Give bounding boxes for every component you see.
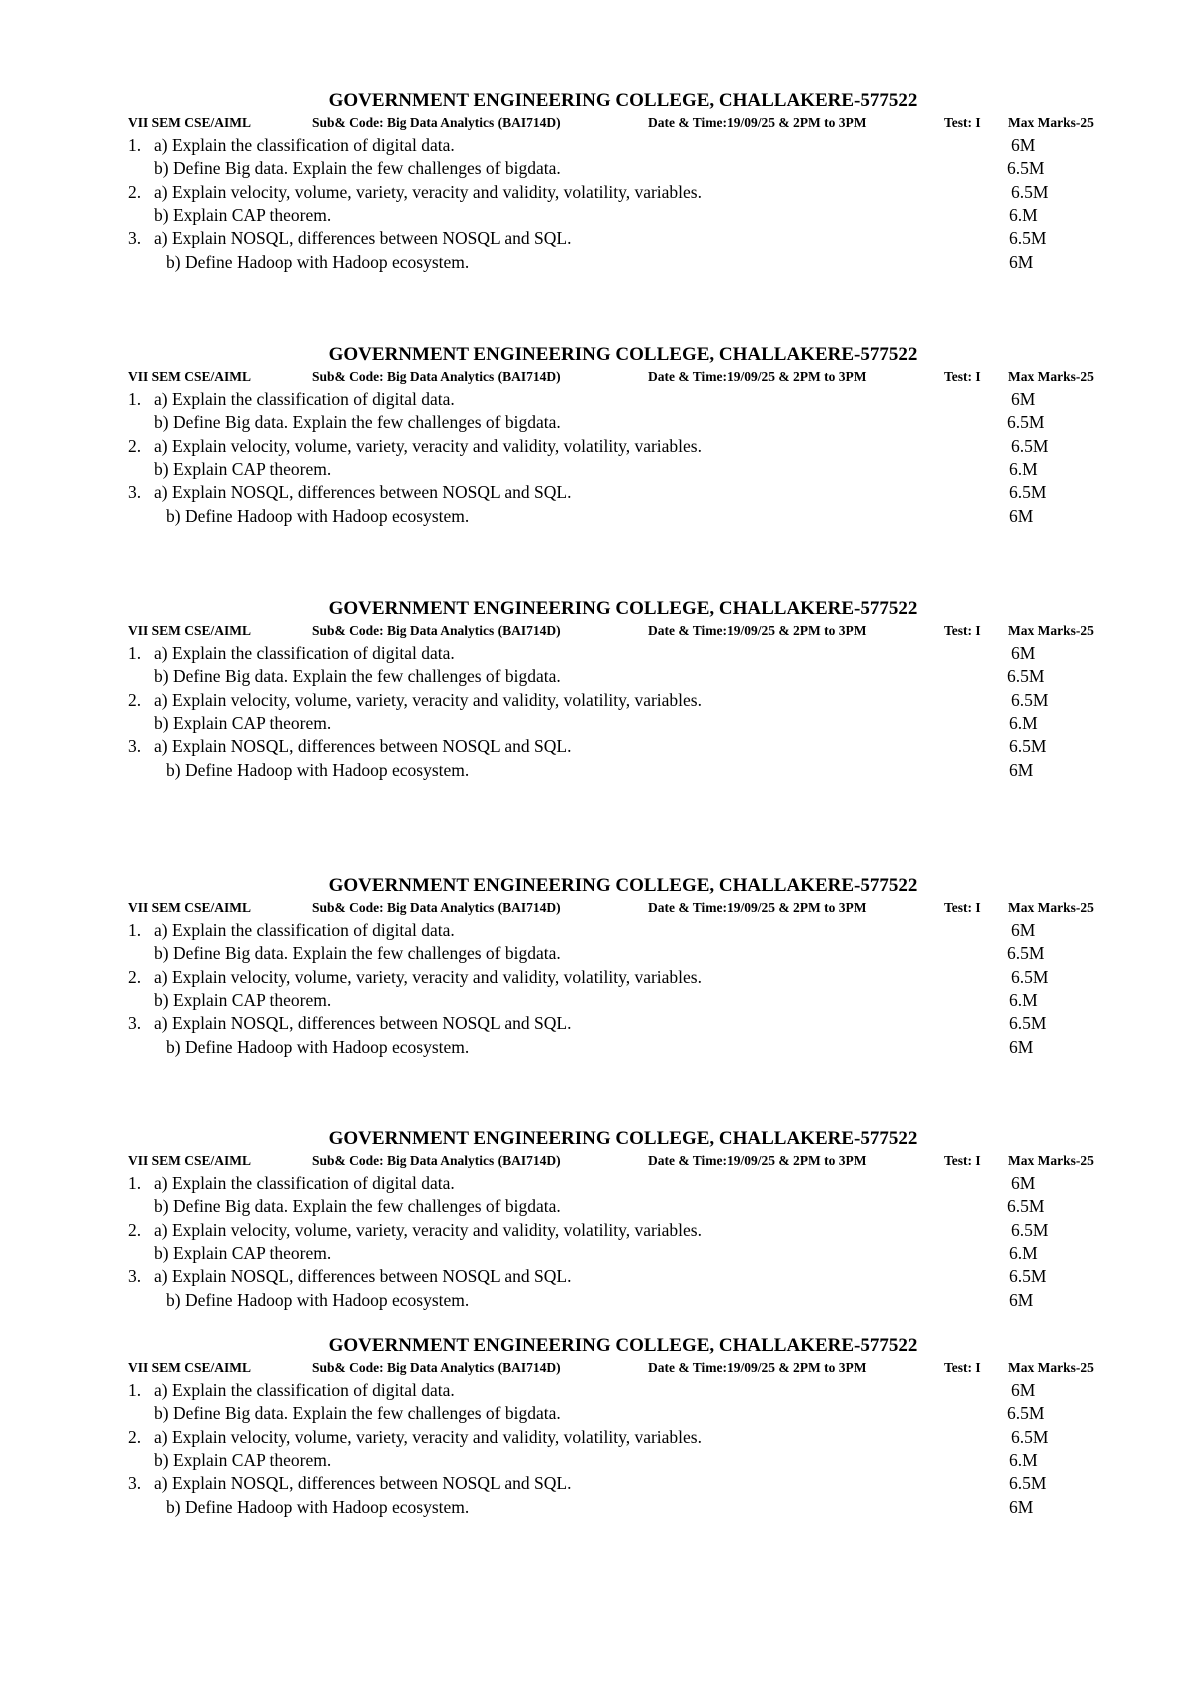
- question-text: b) Define Big data. Explain the few challenges of bigdata.: [154, 666, 561, 687]
- semester-label: VII SEM CSE/AIML: [128, 623, 252, 638]
- question-marks: 6.5M: [1007, 1196, 1045, 1217]
- question-text: a) Explain NOSQL, differences between NOSQL and SQL.: [154, 1473, 572, 1494]
- question-row: [128, 1242, 1118, 1265]
- max-marks-label: Max Marks-25: [1008, 369, 1094, 384]
- question-marks: 6.M: [1009, 989, 1038, 1010]
- paper-meta-row: [128, 113, 1118, 133]
- question-number: 1.: [128, 920, 142, 940]
- question-text: a) Explain NOSQL, differences between NOSQL and SQL.: [154, 736, 572, 757]
- question-marks: 6.5M: [1007, 943, 1045, 964]
- question-text: a) Explain the classification of digital data.: [154, 920, 455, 940]
- question-row: [128, 227, 1118, 250]
- question-marks: 6.5M: [1009, 228, 1047, 249]
- question-row: [128, 435, 1118, 458]
- question-marks: 6.M: [1009, 712, 1038, 733]
- question-text: a) Explain velocity, volume, variety, veracity and validity, volatility, variables.: [154, 966, 702, 987]
- subject-code-label: Sub& Code: Big Data Analytics (BAI714D): [312, 900, 561, 915]
- subject-code-label: Sub& Code: Big Data Analytics (BAI714D): [312, 623, 561, 638]
- date-time-label: Date & Time:19/09/25 & 2PM to 3PM: [648, 1360, 867, 1375]
- question-row: [128, 989, 1118, 1012]
- question-row: [128, 134, 1118, 157]
- question-row: [128, 1449, 1118, 1472]
- question-number: 3.: [128, 1266, 142, 1287]
- question-marks: 6M: [1009, 759, 1034, 780]
- question-marks: 6M: [1011, 643, 1036, 663]
- max-marks-label: Max Marks-25: [1008, 900, 1094, 915]
- question-row: [128, 1402, 1118, 1425]
- date-time-label: Date & Time:19/09/25 & 2PM to 3PM: [648, 115, 867, 130]
- question-marks: 6M: [1009, 1496, 1034, 1517]
- question-row: [128, 1265, 1118, 1288]
- semester-label: VII SEM CSE/AIML: [128, 115, 252, 130]
- question-text: b) Define Hadoop with Hadoop ecosystem.: [166, 1289, 470, 1310]
- question-row: [128, 1195, 1118, 1218]
- question-row: [128, 181, 1118, 204]
- question-marks: 6M: [1011, 389, 1036, 409]
- question-row: [128, 1426, 1118, 1449]
- test-label: Test: I: [944, 1360, 981, 1375]
- question-text: b) Define Big data. Explain the few challenges of bigdata.: [154, 1403, 561, 1424]
- question-text: a) Explain NOSQL, differences between NOSQL and SQL.: [154, 1266, 572, 1287]
- college-title: GOVERNMENT ENGINEERING COLLEGE, CHALLAKERE-577522: [328, 875, 918, 896]
- question-marks: 6.5M: [1011, 689, 1049, 710]
- question-row: [128, 919, 1118, 942]
- max-marks-label: Max Marks-25: [1008, 115, 1094, 130]
- question-text: a) Explain velocity, volume, variety, veracity and validity, volatility, variables.: [154, 1219, 702, 1240]
- question-marks: 6.5M: [1009, 736, 1047, 757]
- question-row: [128, 204, 1118, 227]
- question-row: [128, 458, 1118, 481]
- max-marks-label: Max Marks-25: [1008, 1360, 1094, 1375]
- question-text: b) Define Hadoop with Hadoop ecosystem.: [166, 505, 470, 526]
- max-marks-label: Max Marks-25: [1008, 623, 1094, 638]
- test-label: Test: I: [944, 623, 981, 638]
- question-row: [128, 665, 1118, 688]
- college-title: GOVERNMENT ENGINEERING COLLEGE, CHALLAKERE-577522: [328, 598, 918, 619]
- question-row: [128, 1012, 1118, 1035]
- question-row: [128, 157, 1118, 180]
- question-text: b) Explain CAP theorem.: [154, 1242, 332, 1263]
- question-text: a) Explain the classification of digital data.: [154, 389, 455, 409]
- question-number: 1.: [128, 1380, 142, 1400]
- paper-meta-row: [128, 1358, 1118, 1378]
- question-marks: 6M: [1009, 505, 1034, 526]
- question-number: 2.: [128, 1426, 142, 1447]
- question-row: [128, 1219, 1118, 1242]
- question-marks: 6M: [1011, 920, 1036, 940]
- question-row: [128, 1496, 1118, 1519]
- question-marks: 6.5M: [1011, 966, 1049, 987]
- question-text: a) Explain velocity, volume, variety, veracity and validity, volatility, variables.: [154, 435, 702, 456]
- question-row: [128, 505, 1118, 528]
- date-time-label: Date & Time:19/09/25 & 2PM to 3PM: [648, 1153, 867, 1168]
- question-marks: 6.5M: [1009, 482, 1047, 503]
- college-title: GOVERNMENT ENGINEERING COLLEGE, CHALLAKERE-577522: [328, 344, 918, 365]
- question-number: 3.: [128, 1473, 142, 1494]
- date-time-label: Date & Time:19/09/25 & 2PM to 3PM: [648, 369, 867, 384]
- question-marks: 6M: [1011, 1380, 1036, 1400]
- paper-meta-row: [128, 898, 1118, 918]
- question-row: [128, 712, 1118, 735]
- question-marks: 6M: [1011, 1173, 1036, 1193]
- question-number: 2.: [128, 181, 142, 202]
- question-text: b) Define Hadoop with Hadoop ecosystem.: [166, 759, 470, 780]
- college-title: GOVERNMENT ENGINEERING COLLEGE, CHALLAKERE-577522: [328, 90, 918, 111]
- question-row: [128, 759, 1118, 782]
- question-row: [128, 251, 1118, 274]
- question-marks: 6.5M: [1011, 1219, 1049, 1240]
- college-title: GOVERNMENT ENGINEERING COLLEGE, CHALLAKERE-577522: [328, 1128, 918, 1149]
- question-text: a) Explain the classification of digital data.: [154, 643, 455, 663]
- question-number: 2.: [128, 966, 142, 987]
- question-row: [128, 642, 1118, 665]
- question-marks: 6.5M: [1009, 1266, 1047, 1287]
- test-label: Test: I: [944, 1153, 981, 1168]
- semester-label: VII SEM CSE/AIML: [128, 900, 252, 915]
- question-number: 3.: [128, 1013, 142, 1034]
- college-title: GOVERNMENT ENGINEERING COLLEGE, CHALLAKERE-577522: [328, 1335, 918, 1356]
- question-row: [128, 1172, 1118, 1195]
- question-text: a) Explain NOSQL, differences between NOSQL and SQL.: [154, 482, 572, 503]
- question-row: [128, 942, 1118, 965]
- question-text: a) Explain NOSQL, differences between NOSQL and SQL.: [154, 228, 572, 249]
- question-text: b) Define Big data. Explain the few challenges of bigdata.: [154, 943, 561, 964]
- test-label: Test: I: [944, 369, 981, 384]
- subject-code-label: Sub& Code: Big Data Analytics (BAI714D): [312, 115, 561, 130]
- question-marks: 6M: [1009, 1289, 1034, 1310]
- question-text: b) Explain CAP theorem.: [154, 1449, 332, 1470]
- max-marks-label: Max Marks-25: [1008, 1153, 1094, 1168]
- question-marks: 6.5M: [1007, 1403, 1045, 1424]
- question-number: 1.: [128, 135, 142, 155]
- paper-meta-row: [128, 367, 1118, 387]
- question-text: b) Define Hadoop with Hadoop ecosystem.: [166, 1496, 470, 1517]
- date-time-label: Date & Time:19/09/25 & 2PM to 3PM: [648, 623, 867, 638]
- question-row: [128, 735, 1118, 758]
- question-number: 2.: [128, 689, 142, 710]
- question-text: a) Explain velocity, volume, variety, veracity and validity, volatility, variables.: [154, 1426, 702, 1447]
- date-time-label: Date & Time:19/09/25 & 2PM to 3PM: [648, 900, 867, 915]
- paper-meta-row: [128, 1151, 1118, 1171]
- question-marks: 6.5M: [1011, 181, 1049, 202]
- question-text: b) Explain CAP theorem.: [154, 712, 332, 733]
- question-text: a) Explain the classification of digital data.: [154, 135, 455, 155]
- question-number: 1.: [128, 1173, 142, 1193]
- question-text: b) Define Hadoop with Hadoop ecosystem.: [166, 251, 470, 272]
- question-number: 1.: [128, 389, 142, 409]
- question-marks: 6.M: [1009, 204, 1038, 225]
- question-text: b) Define Hadoop with Hadoop ecosystem.: [166, 1036, 470, 1057]
- question-number: 3.: [128, 482, 142, 503]
- question-row: [128, 1379, 1118, 1402]
- question-text: b) Define Big data. Explain the few challenges of bigdata.: [154, 1196, 561, 1217]
- question-row: [128, 481, 1118, 504]
- question-marks: 6M: [1009, 1036, 1034, 1057]
- question-number: 3.: [128, 228, 142, 249]
- question-marks: 6.5M: [1011, 1426, 1049, 1447]
- question-marks: 6.5M: [1007, 412, 1045, 433]
- question-text: a) Explain NOSQL, differences between NOSQL and SQL.: [154, 1013, 572, 1034]
- question-text: b) Explain CAP theorem.: [154, 204, 332, 225]
- question-marks: 6M: [1011, 135, 1036, 155]
- question-marks: 6.5M: [1009, 1473, 1047, 1494]
- question-number: 3.: [128, 736, 142, 757]
- question-marks: 6.5M: [1007, 158, 1045, 179]
- question-row: [128, 966, 1118, 989]
- question-row: [128, 689, 1118, 712]
- question-row: [128, 1472, 1118, 1495]
- question-text: a) Explain velocity, volume, variety, veracity and validity, volatility, variables.: [154, 181, 702, 202]
- question-row: [128, 411, 1118, 434]
- question-text: a) Explain the classification of digital data.: [154, 1380, 455, 1400]
- question-marks: 6.5M: [1007, 666, 1045, 687]
- question-text: b) Define Big data. Explain the few challenges of bigdata.: [154, 412, 561, 433]
- semester-label: VII SEM CSE/AIML: [128, 369, 252, 384]
- question-row: [128, 1036, 1118, 1059]
- question-text: b) Explain CAP theorem.: [154, 989, 332, 1010]
- question-number: 1.: [128, 643, 142, 663]
- subject-code-label: Sub& Code: Big Data Analytics (BAI714D): [312, 1360, 561, 1375]
- subject-code-label: Sub& Code: Big Data Analytics (BAI714D): [312, 369, 561, 384]
- question-number: 2.: [128, 1219, 142, 1240]
- question-marks: 6M: [1009, 251, 1034, 272]
- question-text: a) Explain velocity, volume, variety, veracity and validity, volatility, variables.: [154, 689, 702, 710]
- test-label: Test: I: [944, 115, 981, 130]
- question-marks: 6.M: [1009, 458, 1038, 479]
- semester-label: VII SEM CSE/AIML: [128, 1360, 252, 1375]
- question-marks: 6.5M: [1011, 435, 1049, 456]
- question-marks: 6.5M: [1009, 1013, 1047, 1034]
- paper-meta-row: [128, 621, 1118, 641]
- question-row: [128, 388, 1118, 411]
- question-marks: 6.M: [1009, 1449, 1038, 1470]
- question-text: b) Explain CAP theorem.: [154, 458, 332, 479]
- question-marks: 6.M: [1009, 1242, 1038, 1263]
- question-number: 2.: [128, 435, 142, 456]
- semester-label: VII SEM CSE/AIML: [128, 1153, 252, 1168]
- question-text: a) Explain the classification of digital data.: [154, 1173, 455, 1193]
- subject-code-label: Sub& Code: Big Data Analytics (BAI714D): [312, 1153, 561, 1168]
- question-text: b) Define Big data. Explain the few challenges of bigdata.: [154, 158, 561, 179]
- test-label: Test: I: [944, 900, 981, 915]
- question-row: [128, 1289, 1118, 1312]
